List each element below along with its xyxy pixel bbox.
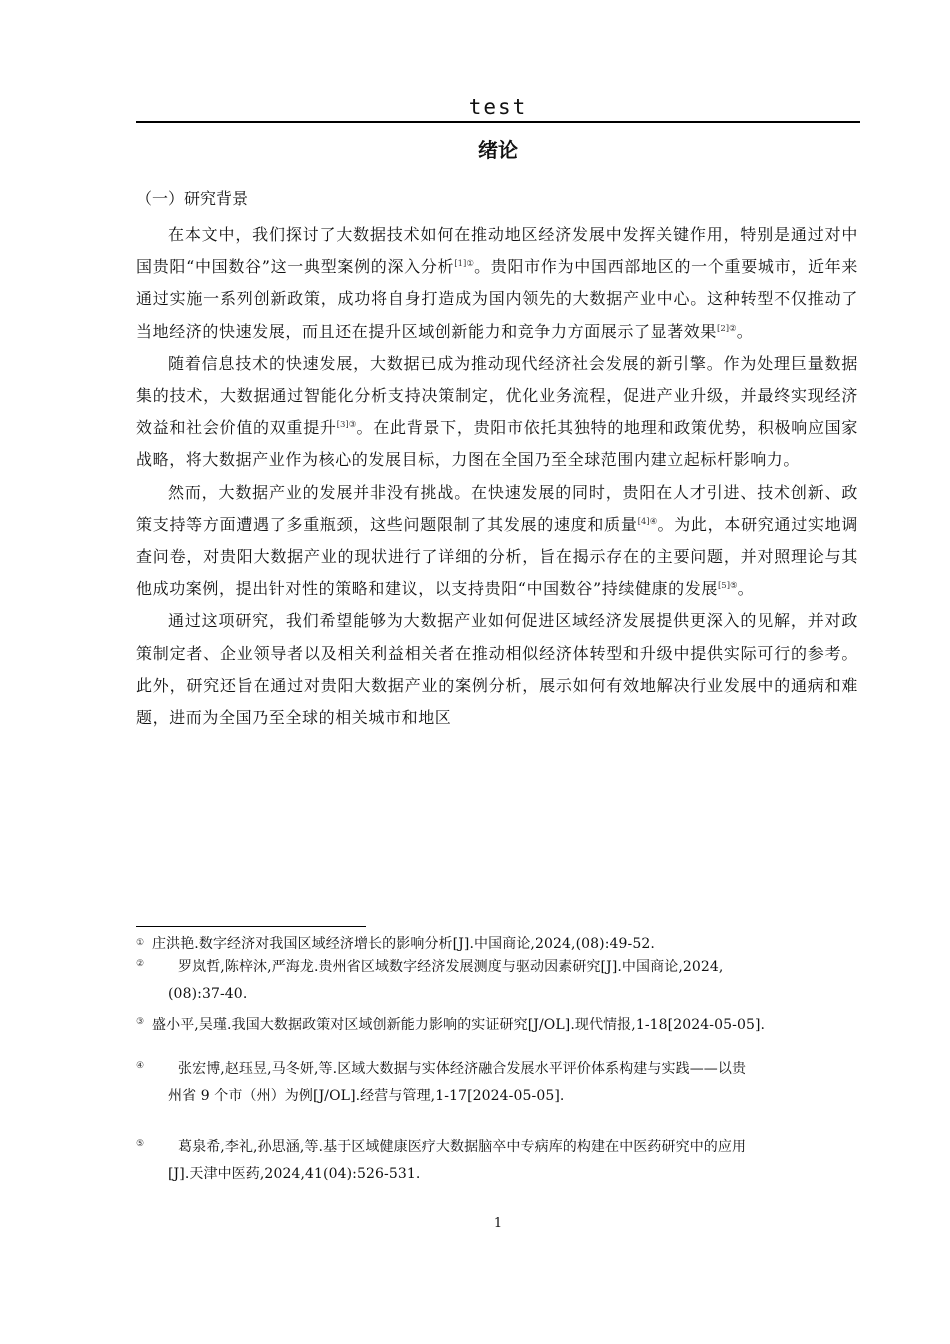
paragraph: [136, 348, 858, 477]
paragraph-text: 。在此背景下，贵阳市依托其独特的地理和政策优势，积极响应国家战略，将大数据产业作为核心的发展目标，力图在全国乃至全球范围内建立起标杆影响力。: [136, 418, 858, 470]
footnote-text: 罗岚哲,陈梓沐,严海龙.贵州省区域数字经济发展测度与驱动因素研究[J].中国商论,2024,: [178, 959, 724, 975]
citation-ref[interactable]: [2]②: [717, 323, 737, 334]
header-rule: [136, 121, 860, 123]
paragraph: [136, 477, 858, 606]
paragraph-text: 。贵阳市作为中国西部地区的一个重要城市，近年来通过实施一系列创新政策，成功将自身打造成为国内领先的大数据产业中心。这种转型不仅推动了当地经济的快速发展，而且还在提升区域创新能力和竞争力方面展示了显著效果: [136, 257, 858, 341]
paragraph-text: 然而，大数据产业的发展并非没有挑战。在快速发展的同时，贵阳在人才引进、技术创新、政策支持等方面遭遇了多重瓶颈，这些问题限制了其发展的速度和质量: [136, 482, 858, 534]
footnote-text: 葛泉希,李礼,孙思涵,等.基于区域健康医疗大数据脑卒中专病库的构建在中医药研究中的应用: [178, 1139, 747, 1155]
footnote-text: 盛小平,吴瑾.我国大数据政策对区域创新能力影响的实证研究[J/OL].现代情报,1-18[2024-05-05].: [152, 1017, 766, 1033]
chapter-title: 绪论: [478, 138, 518, 162]
paragraph-text: 随着信息技术的快速发展，大数据已成为推动现代经济社会发展的新引擎。作为处理巨量数据集的技术，大数据通过智能化分析支持决策制定，优化业务流程，促进产业升级，并最终实现经济效益和社会价值的双重提升: [136, 353, 858, 438]
citation-ref[interactable]: [4]④: [637, 516, 658, 527]
footnote-mark: ④: [136, 1061, 145, 1071]
page-header: test: [468, 95, 528, 119]
paragraph: [136, 219, 858, 348]
section-heading: （一）研究背景: [136, 189, 249, 208]
footnote: [136, 1012, 860, 1039]
footnote: [136, 954, 860, 1008]
footnote-mark: ②: [136, 959, 145, 969]
page-number: 1: [493, 1216, 503, 1231]
footnote: [136, 933, 860, 955]
footnote-mark: ③: [136, 1017, 145, 1027]
paragraph-text: 。: [736, 321, 754, 341]
footnote-text: [J].天津中医药,2024,41(04):526-531.: [168, 1166, 421, 1182]
footnote-mark: ①: [136, 938, 145, 948]
footnote-text: (08):37-40.: [168, 986, 248, 1002]
footnote-text: 张宏博,赵珏昱,马冬妍,等.区域大数据与实体经济融合发展水平评价体系构建与实践——以贵: [178, 1061, 747, 1077]
citation-ref[interactable]: [5]⑤: [717, 581, 738, 592]
body-text: [136, 219, 858, 734]
footnote: [136, 1134, 860, 1188]
paragraph: [136, 605, 858, 734]
paragraph-text: 通过这项研究，我们希望能够为大数据产业如何促进区域经济发展提供更深入的见解，并对政策制定者、企业领导者以及相关利益相关者在推动相似经济体转型和升级中提供实际可行的参考。此外，研究还旨在通过对贵阳大数据产业的案例分析，展示如何有效地解决行业发展中的通病和难题，进而为全国乃至全球的相关城市和地区: [136, 611, 858, 728]
footnote-text: 州省 9 个市（州）为例[J/OL].经营与管理,1-17[2024-05-05].: [168, 1088, 565, 1104]
footnote-text: 庄洪艳.数字经济对我国区域经济增长的影响分析[J].中国商论,2024,(08):49-52.: [152, 936, 655, 952]
paragraph-text: 在本文中，我们探讨了大数据技术如何在推动地区经济发展中发挥关键作用，特别是通过对中国贵阳“中国数谷”这一典型案例的深入分析: [136, 225, 858, 277]
footnote-separator: [136, 926, 366, 927]
paragraph-text: 。为此，本研究通过实地调查问卷，对贵阳大数据产业的现状进行了详细的分析，旨在揭示存在的主要问题，并对照理论与其他成功案例，提出针对性的策略和建议，以支持贵阳“中国数谷”持续健康的发展: [136, 514, 858, 599]
paragraph-text: 。: [737, 579, 755, 599]
footnote: [136, 1056, 860, 1110]
citation-ref[interactable]: [3]③: [336, 420, 357, 431]
footnote-mark: ⑤: [136, 1139, 145, 1149]
citation-ref[interactable]: [1]①: [454, 259, 475, 270]
